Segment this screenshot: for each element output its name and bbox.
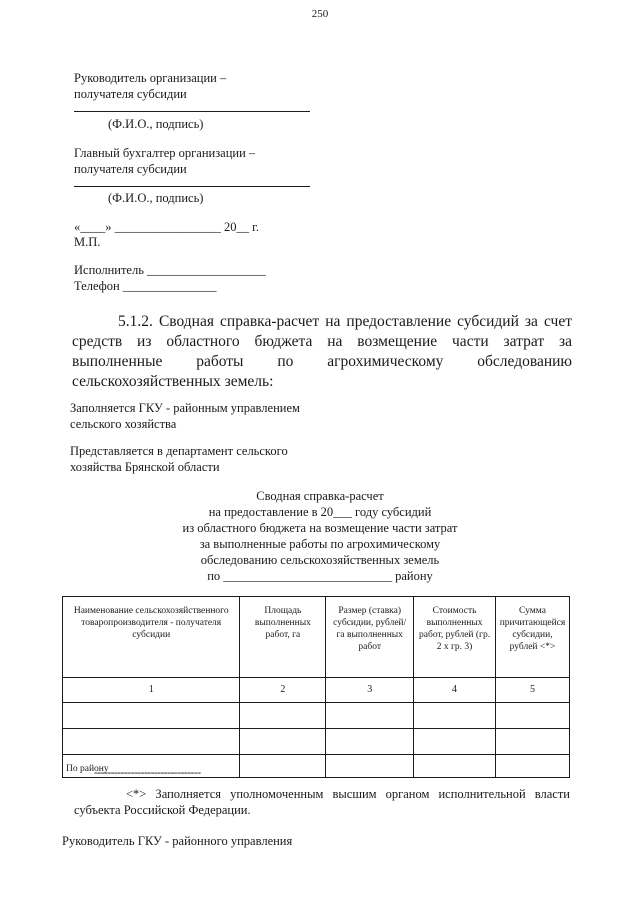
column-number: 4 xyxy=(414,678,496,703)
table-cell xyxy=(240,755,326,778)
gku-head-title: Руководитель ГКУ - районного управления xyxy=(62,834,293,848)
section-text: Сводная справка-расчет на предоставление субсидий за счет средств из областного бюджета на возмещение части затрат за выполненные работы по агрохимическому обследованию сельскохозяйственных земель: xyxy=(72,313,573,390)
table-cell xyxy=(414,755,496,778)
accountant-signature-line xyxy=(74,186,310,187)
page-number: 250 xyxy=(311,8,329,20)
doc-title-line2: на предоставление в 20___ году субсидий xyxy=(208,505,432,519)
table-cell xyxy=(326,729,414,755)
table-number-row xyxy=(63,678,570,703)
executor-line: Исполнитель ___________________ xyxy=(74,263,266,277)
date-line: «____» _________________ 20__ г. xyxy=(74,220,259,234)
section-heading xyxy=(72,312,572,392)
table-cell xyxy=(240,729,326,755)
table-cell xyxy=(63,703,240,729)
table-cell xyxy=(495,729,569,755)
doc-title-line5: обследованию сельскохозяйственных земель xyxy=(200,553,440,567)
accountant-title-line2: получателя субсидии xyxy=(74,162,187,176)
phone-line: Телефон _______________ xyxy=(74,279,217,293)
column-number: 2 xyxy=(240,678,326,703)
table-cell xyxy=(414,729,496,755)
total-label: По району xyxy=(63,755,240,778)
table-cell xyxy=(495,755,569,778)
accountant-title-line1: Главный бухгалтер организации – xyxy=(74,146,256,160)
submitted-to-line1: Представляется в департамент сельского xyxy=(70,444,288,458)
table-row xyxy=(63,703,570,729)
accountant-signature-caption: (Ф.И.О., подпись) xyxy=(108,191,204,205)
calculation-table xyxy=(62,596,570,778)
table-row xyxy=(63,729,570,755)
filled-by-line1: Заполняется ГКУ - районным управлением xyxy=(70,401,300,415)
doc-title-line3: из областного бюджета на возмещение части затрат xyxy=(182,521,458,535)
section-number: 5.1.2. xyxy=(118,313,153,330)
header-subsidy-amount: Сумма причитающейся субсидии, рублей <*> xyxy=(495,597,569,678)
header-cost: Стоимость выполненных работ, рублей (гр. 2 х гр. 3) xyxy=(414,597,496,678)
table-header-row xyxy=(63,597,570,678)
doc-title-line4: за выполненные работы по агрохимическому xyxy=(199,537,441,551)
header-rate: Размер (ставка) субсидии, рублей/га выполненных работ xyxy=(326,597,414,678)
table-cell xyxy=(326,703,414,729)
footnote-separator: -------------------------------- xyxy=(94,767,201,779)
table-cell xyxy=(495,703,569,729)
head-signature-line xyxy=(74,111,310,112)
header-area: Площадь выполненных работ, га xyxy=(240,597,326,678)
head-signature-caption: (Ф.И.О., подпись) xyxy=(108,117,204,131)
column-number: 1 xyxy=(63,678,240,703)
header-producer-name: Наименование сельскохозяйственного товаропроизводителя - получателя субсидии xyxy=(63,597,240,678)
table-cell xyxy=(414,703,496,729)
column-number: 3 xyxy=(326,678,414,703)
footnote-text: <*> Заполняется уполномоченным высшим органом исполнительной власти субъекта Российской Федерации. xyxy=(74,787,570,817)
table-cell xyxy=(240,703,326,729)
column-number: 5 xyxy=(495,678,569,703)
footnote xyxy=(74,786,570,818)
stamp-placeholder: М.П. xyxy=(74,235,101,249)
table-cell xyxy=(326,755,414,778)
table-cell xyxy=(63,729,240,755)
doc-title-line6: по ___________________________ району xyxy=(207,569,433,583)
doc-title-line1: Сводная справка-расчет xyxy=(256,489,384,503)
filled-by-line2: сельского хозяйства xyxy=(70,417,177,431)
submitted-to-line2: хозяйства Брянской области xyxy=(70,460,220,474)
head-title-line1: Руководитель организации – xyxy=(74,71,227,85)
head-title-line2: получателя субсидии xyxy=(74,87,187,101)
